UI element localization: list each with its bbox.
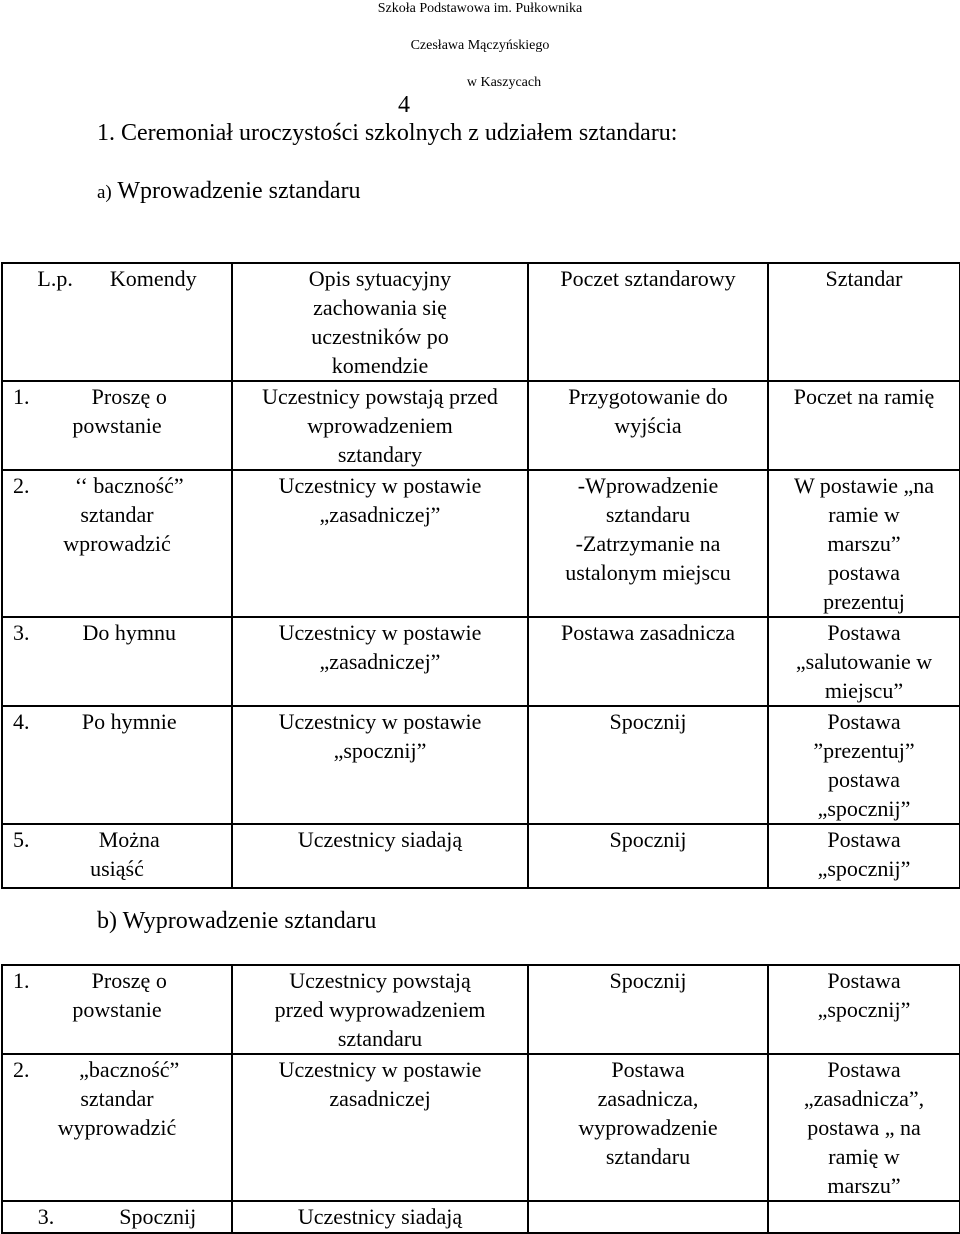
sztandar-line: Postawa bbox=[827, 620, 901, 645]
poczet-line: wyjścia bbox=[614, 413, 682, 438]
sztandar-line: postawa „ na bbox=[807, 1115, 921, 1140]
opis-line: wprowadzeniem bbox=[307, 413, 453, 438]
komenda-line: Proszę o bbox=[91, 384, 167, 409]
poczet-line: Przygotowanie do bbox=[568, 384, 728, 409]
part-a-label: a) bbox=[97, 182, 112, 203]
row-number: 4. bbox=[13, 709, 30, 734]
part-a-heading bbox=[97, 178, 361, 205]
row-sztandar-cell bbox=[768, 1054, 960, 1201]
komenda-line: wyprowadzić bbox=[57, 1115, 177, 1140]
header-opis-line: komendzie bbox=[331, 353, 429, 378]
sztandar-line: „salutowanie w bbox=[795, 649, 933, 674]
sztandar-line: Postawa bbox=[827, 1057, 901, 1082]
page-number: 4 bbox=[398, 92, 410, 118]
row-sztandar-cell bbox=[768, 965, 960, 1054]
header-opis-line: Opis sytuacyjny bbox=[308, 266, 452, 291]
row-komenda-cell bbox=[2, 1054, 232, 1201]
row-sztandar-cell bbox=[768, 1201, 960, 1233]
row-poczet-cell bbox=[528, 1054, 768, 1201]
table-row bbox=[2, 1054, 960, 1201]
row-number: 1. bbox=[13, 384, 30, 409]
row-komenda-cell bbox=[2, 706, 232, 824]
header-opis-line: uczestników po bbox=[311, 324, 449, 349]
komenda-line: ‘‘ baczność” bbox=[74, 473, 184, 498]
row-poczet-cell bbox=[528, 470, 768, 617]
opis-line: Uczestnicy w postawie bbox=[278, 473, 482, 498]
header-poczet: Poczet sztandarowy bbox=[528, 263, 768, 381]
row-number: 1. bbox=[13, 968, 30, 993]
komenda-line: sztandar bbox=[80, 1086, 154, 1111]
school-name-line1: Szkoła Podstawowa im. Pułkownika bbox=[377, 1, 583, 16]
table-row bbox=[2, 965, 960, 1054]
komenda-line: powstanie bbox=[72, 413, 162, 438]
table-row bbox=[2, 706, 960, 824]
komenda-line: Po hymnie bbox=[81, 709, 177, 734]
part-b-title: Wyprowadzenie sztandaru bbox=[122, 908, 377, 934]
komenda-line: usiąść bbox=[90, 856, 144, 881]
row-komenda-cell bbox=[2, 1201, 232, 1233]
poczet-line: wyprowadzenie bbox=[578, 1115, 718, 1140]
sztandar-line: „spocznij” bbox=[817, 997, 911, 1022]
sztandar-line: ramie w bbox=[828, 502, 900, 527]
row-sztandar-cell bbox=[768, 706, 960, 824]
sztandar-line: Postawa bbox=[827, 827, 901, 852]
school-name-line2: Czesława Mączyńskiego bbox=[410, 38, 550, 53]
poczet-line: sztandaru bbox=[605, 1144, 691, 1169]
sztandar-line: „spocznij” bbox=[817, 796, 911, 821]
part-b-heading bbox=[97, 908, 376, 935]
header-opis bbox=[232, 263, 528, 381]
opis-line: sztandaru bbox=[337, 1026, 423, 1051]
row-poczet-cell bbox=[528, 824, 768, 888]
poczet-line: sztandaru bbox=[605, 502, 691, 527]
table-row bbox=[2, 381, 960, 470]
header-lp: L.p. bbox=[37, 266, 73, 291]
row-opis-cell bbox=[232, 965, 528, 1054]
table-header-row bbox=[2, 263, 960, 381]
sztandar-line: marszu” bbox=[827, 531, 901, 556]
opis-line: Uczestnicy powstają bbox=[289, 968, 471, 993]
komenda-line: wprowadzić bbox=[63, 531, 171, 556]
row-number: 3. bbox=[13, 620, 30, 645]
poczet-line: -Wprowadzenie bbox=[577, 473, 719, 498]
row-opis-cell bbox=[232, 1054, 528, 1201]
row-opis-cell bbox=[232, 617, 528, 706]
opis-line: „zasadniczej” bbox=[319, 649, 441, 674]
row-opis-cell bbox=[232, 381, 528, 470]
opis-line: Uczestnicy w postawie bbox=[278, 1057, 482, 1082]
opis-line: Uczestnicy powstają przed bbox=[262, 384, 498, 409]
section-title: 1. Ceremoniał uroczystości szkolnych z udziałem sztandaru: bbox=[97, 120, 678, 146]
sztandar-line: ”prezentuj” bbox=[813, 738, 915, 763]
sztandar-line: postawa bbox=[827, 767, 901, 792]
row-poczet-cell bbox=[528, 381, 768, 470]
komenda-line: sztandar bbox=[80, 502, 154, 527]
row-opis-cell bbox=[232, 470, 528, 617]
sztandar-line: postawa bbox=[827, 560, 901, 585]
sztandar-line: prezentuj bbox=[823, 589, 905, 614]
opis-line: „spocznij” bbox=[333, 738, 427, 763]
row-poczet-cell bbox=[528, 617, 768, 706]
poczet-line: ustalonym miejscu bbox=[565, 560, 731, 585]
komenda-line: „baczność” bbox=[79, 1057, 180, 1082]
row-number: 5. bbox=[13, 827, 30, 852]
row-sztandar-cell bbox=[768, 381, 960, 470]
row-komenda-cell bbox=[2, 965, 232, 1054]
komenda-line: Można bbox=[98, 827, 160, 852]
row-komenda-cell bbox=[2, 470, 232, 617]
poczet-line: -Zatrzymanie na bbox=[575, 531, 721, 556]
school-location: w Kaszycach bbox=[466, 75, 542, 90]
header-opis-line: zachowania się bbox=[313, 295, 447, 320]
row-sztandar-cell bbox=[768, 617, 960, 706]
komenda-line: powstanie bbox=[72, 997, 162, 1022]
sztandar-line: marszu” bbox=[827, 1173, 901, 1198]
sztandar-line: W postawie „na bbox=[793, 473, 935, 498]
row-poczet-cell bbox=[528, 965, 768, 1054]
komenda-line: Do hymnu bbox=[82, 620, 176, 645]
opis-line: „zasadniczej” bbox=[319, 502, 441, 527]
header-lp-komendy bbox=[2, 263, 232, 381]
sztandar-line: „spocznij” bbox=[817, 856, 911, 881]
table-row bbox=[2, 824, 960, 888]
row-number: 2. bbox=[13, 1057, 30, 1082]
row-opis-cell bbox=[232, 706, 528, 824]
komenda-line: Spocznij bbox=[119, 1204, 197, 1229]
table-row bbox=[2, 1201, 960, 1233]
komenda-line: Proszę o bbox=[91, 968, 167, 993]
row-number: 3. bbox=[37, 1204, 55, 1229]
sztandar-line: Postawa bbox=[827, 968, 901, 993]
row-sztandar-cell bbox=[768, 824, 960, 888]
row-sztandar-cell bbox=[768, 470, 960, 617]
opis-line: przed wyprowadzeniem bbox=[274, 997, 486, 1022]
opis-line: Uczestnicy siadają bbox=[297, 827, 463, 852]
poczet-line: Spocznij bbox=[609, 968, 687, 993]
poczet-line: Spocznij bbox=[609, 709, 687, 734]
table-row bbox=[2, 470, 960, 617]
part-b-label: b) bbox=[97, 908, 117, 934]
sztandar-line: miejscu” bbox=[824, 678, 904, 703]
row-poczet-cell bbox=[528, 1201, 768, 1233]
row-komenda-cell bbox=[2, 824, 232, 888]
row-opis-cell bbox=[232, 824, 528, 888]
table-row bbox=[2, 617, 960, 706]
table-wprowadzenie bbox=[1, 262, 960, 889]
sztandar-line: ramię w bbox=[828, 1144, 900, 1169]
opis-line: Uczestnicy w postawie bbox=[278, 620, 482, 645]
row-komenda-cell bbox=[2, 381, 232, 470]
row-number: 2. bbox=[13, 473, 30, 498]
sztandar-line: Poczet na ramię bbox=[793, 384, 935, 409]
opis-line: Uczestnicy w postawie bbox=[278, 709, 482, 734]
sztandar-line: „zasadnicza”, bbox=[803, 1086, 925, 1111]
poczet-line: zasadnicza, bbox=[597, 1086, 699, 1111]
table-wyprowadzenie bbox=[1, 964, 960, 1234]
row-komenda-cell bbox=[2, 617, 232, 706]
row-poczet-cell bbox=[528, 706, 768, 824]
poczet-line: Spocznij bbox=[609, 827, 687, 852]
header-sztandar: Sztandar bbox=[768, 263, 960, 381]
opis-line: zasadniczej bbox=[329, 1086, 431, 1111]
opis-line: sztandary bbox=[337, 442, 423, 467]
header-komendy: Komendy bbox=[109, 266, 197, 291]
sztandar-line: Postawa bbox=[827, 709, 901, 734]
row-opis-cell: Uczestnicy siadają bbox=[232, 1201, 528, 1233]
poczet-line: Postawa zasadnicza bbox=[560, 620, 736, 645]
poczet-line: Postawa bbox=[611, 1057, 685, 1082]
part-a-title: Wprowadzenie sztandaru bbox=[117, 178, 361, 204]
